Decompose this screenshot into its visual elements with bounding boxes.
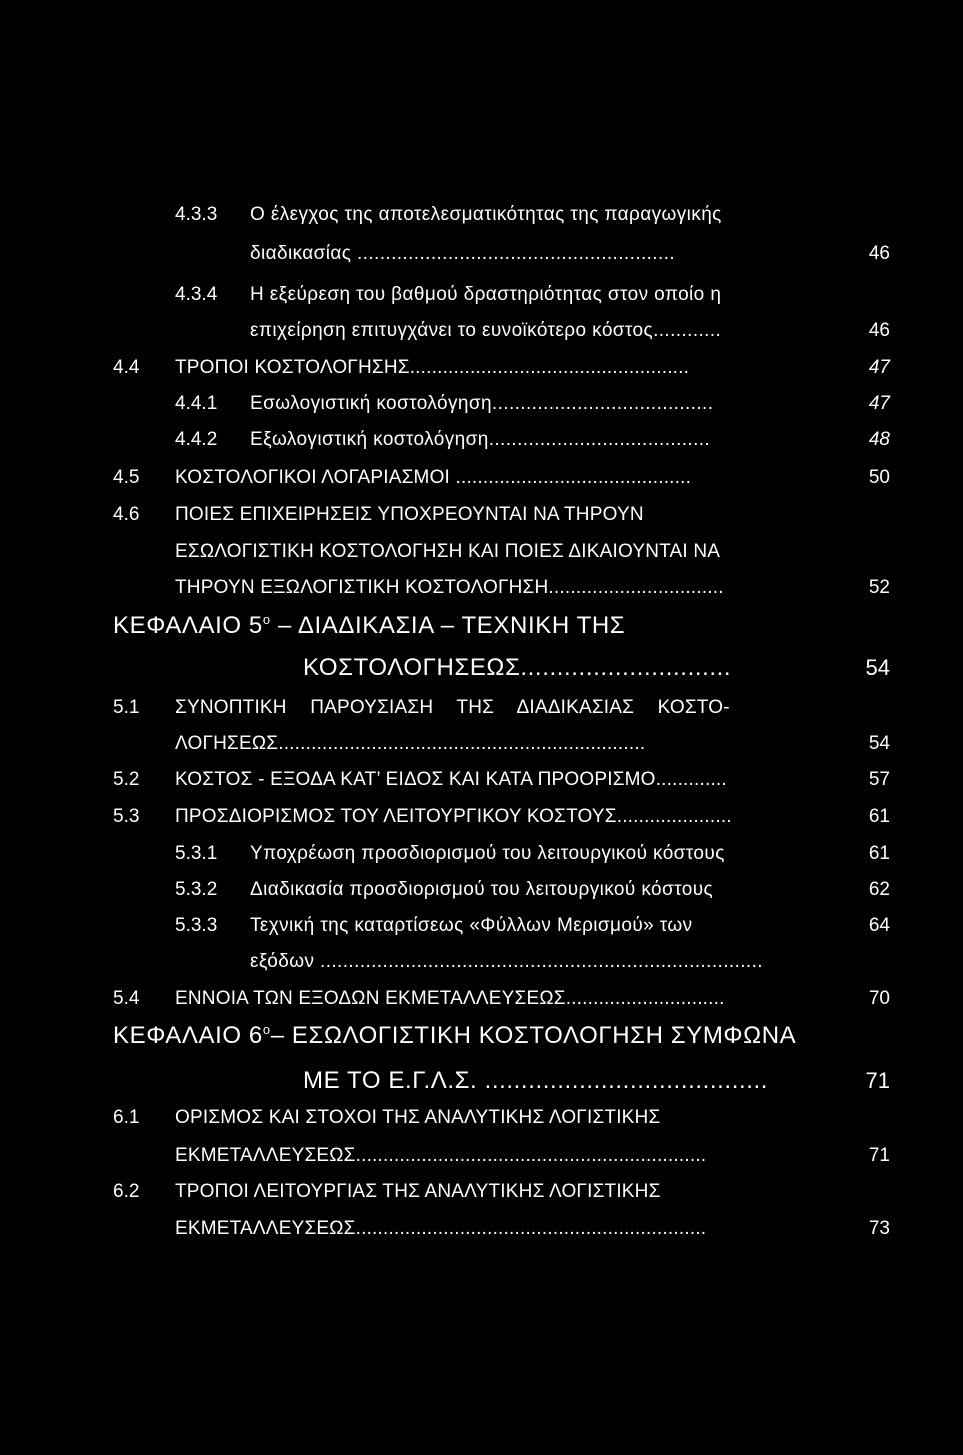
- entry-title: Διαδικασία προσδιορισμού του λειτουργικού κόστους: [250, 879, 714, 900]
- entry-page-number: 46: [868, 243, 890, 264]
- entry-title-line: ΠΟΙΕΣ ΕΠΙΧΕΙΡΗΣΕΙΣ ΥΠΟΧΡΕΟΥΝΤΑΙ ΝΑ ΤΗΡΟΥΝ: [175, 504, 644, 525]
- entry-title-line: ΤΗΡΟΥΝ ΕΞΩΛΟΓΙΣΤΙΚΗ ΚΟΣΤΟΛΟΓΗΣΗ................................: [175, 577, 724, 598]
- entry-number: 5.3.3: [175, 915, 218, 936]
- entry-page-number: 46: [868, 320, 890, 341]
- entry-title: ΤΡΟΠΟΙ ΚΟΣΤΟΛΟΓΗΣΗΣ...................................................: [175, 357, 690, 378]
- entry-number: 5.4: [113, 988, 140, 1009]
- entry-number: 4.4.2: [175, 429, 218, 450]
- entry-page-number: 47: [868, 357, 890, 378]
- entry-title: ΚΟΣΤΟΛΟΓΙΚΟΙ ΛΟΓΑΡΙΑΣΜΟΙ ...........................................: [175, 467, 692, 488]
- entry-page-number: 61: [868, 843, 890, 864]
- entry-title-line: ΤΡΟΠΟΙ ΛΕΙΤΟΥΡΓΙΑΣ ΤΗΣ ΑΝΑΛΥΤΙΚΗΣ ΛΟΓΙΣΤΙΚΗΣ: [175, 1181, 661, 1202]
- chapter-heading-line: ΚΟΣΤΟΛΟΓΗΣΕΩΣ.............................: [303, 654, 732, 681]
- entry-page-number: 62: [868, 879, 890, 900]
- entry-title-line: ΟΡΙΣΜΟΣ ΚΑΙ ΣΤΟΧΟΙ ΤΗΣ ΑΝΑΛΥΤΙΚΗΣ ΛΟΓΙΣΤΙΚΗΣ: [175, 1107, 661, 1128]
- entry-number: 4.6: [113, 504, 140, 525]
- chapter-heading: ΚΕΦΑΛΑΙΟ $6^o-$ ΕΣΩΛΟΓΙΣΤΙΚΗ ΚΟΣΤΟΛΟΓΗΣΗ ΣΥΜΦΩΝΑ: [113, 1022, 797, 1049]
- entry-number: 5.3.1: [175, 843, 218, 864]
- entry-number: 5.3.2: [175, 879, 218, 900]
- entry-number: 4.4: [113, 357, 140, 378]
- entry-page-number: 73: [868, 1218, 890, 1239]
- entry-title: Υποχρέωση προσδιορισμού του λειτουργικού κόστους: [250, 843, 725, 864]
- entry-title-line: ΣΥΝΟΠΤΙΚΗ ΠΑΡΟΥΣΙΑΣΗ ΤΗΣ ΔΙΑΔΙΚΑΣΙΑΣ ΚΟΣΤΟ-: [175, 697, 730, 718]
- entry-title-line: επιχείρηση επιτυγχάνει το ευνοϊκότερο κόστος............: [250, 320, 722, 341]
- entry-title: ΚΟΣΤΟΣ - ΕΞΟΔΑ ΚΑΤ’ ΕΙΔΟΣ ΚΑΙ ΚΑΤΑ ΠΡΟΟΡΙΣΜΟ.............: [175, 769, 727, 790]
- chapter-page-number: 54: [865, 655, 890, 680]
- entry-number: 6.1: [113, 1107, 140, 1128]
- entry-title-line: ΕΣΩΛΟΓΙΣΤΙΚΗ ΚΟΣΤΟΛΟΓΗΣΗ ΚΑΙ ΠΟΙΕΣ ΔΙΚΑΙΟΥΝΤΑΙ ΝΑ: [175, 541, 721, 562]
- entry-title-line: ΛΟΓΗΣΕΩΣ...................................................................: [175, 733, 646, 754]
- entry-page-number: 48: [868, 429, 890, 450]
- entry-title-line: διαδικασίας ........................................................: [250, 243, 676, 264]
- entry-number: 4.3.4: [175, 284, 218, 305]
- entry-title-line: Ο έλεγχος της αποτελεσματικότητας της παραγωγικής: [250, 204, 722, 225]
- entry-page-number: 47: [868, 393, 890, 414]
- entry-page-number: 70: [868, 988, 890, 1009]
- entry-page-number: 50: [868, 467, 890, 488]
- entry-title-line: εξόδων ..............................................................................: [250, 951, 763, 972]
- entry-number: 5.3: [113, 806, 140, 827]
- entry-number: 4.5: [113, 467, 140, 488]
- entry-page-number: 54: [868, 733, 890, 754]
- entry-page-number: 61: [868, 806, 890, 827]
- entry-title: Εσωλογιστική κοστολόγηση.......................................: [250, 393, 714, 414]
- entry-number: 5.2: [113, 769, 140, 790]
- entry-page-number: 57: [868, 769, 890, 790]
- entry-number: 4.3.3: [175, 204, 218, 225]
- entry-title-line: Τεχνική της καταρτίσεως «Φύλλων Μερισμού» των: [250, 915, 693, 936]
- entry-title: ΠΡΟΣΔΙΟΡΙΣΜΟΣ ΤΟΥ ΛΕΙΤΟΥΡΓΙΚΟΥ ΚΟΣΤΟΥΣ.....................: [175, 806, 732, 827]
- entry-number: 4.4.1: [175, 393, 218, 414]
- entry-title-line: ΕΚΜΕΤΑΛΛΕΥΣΕΩΣ................................................................: [175, 1145, 707, 1166]
- chapter-heading: ΚΕΦΑΛΑΙΟ $5^o$ – ΔΙΑΔΙΚΑΣΙΑ – ΤΕΧΝΙΚΗ ΤΗΣ: [113, 612, 626, 639]
- entry-title: ΕΝΝΟΙΑ ΤΩΝ ΕΞΟΔΩΝ ΕΚΜΕΤΑΛΛΕΥΣΕΩΣ.............................: [175, 988, 725, 1009]
- entry-page-number: 52: [868, 577, 890, 598]
- entry-number: 5.1: [113, 697, 140, 718]
- entry-number: 6.2: [113, 1181, 140, 1202]
- entry-title-line: ΕΚΜΕΤΑΛΛΕΥΣΕΩΣ................................................................: [175, 1218, 707, 1239]
- chapter-page-number: 71: [865, 1068, 890, 1093]
- entry-title: Εξωλογιστική κοστολόγηση.......................................: [250, 429, 711, 450]
- chapter-heading-line: ΜΕ ΤΟ Ε.Γ.Λ.Σ. .......................................: [303, 1067, 769, 1094]
- entry-title-line: Η εξεύρεση του βαθμού δραστηριότητας στον οποίο η: [250, 284, 722, 305]
- entry-page-number: 71: [868, 1145, 890, 1166]
- entry-page-number: 64: [868, 915, 890, 936]
